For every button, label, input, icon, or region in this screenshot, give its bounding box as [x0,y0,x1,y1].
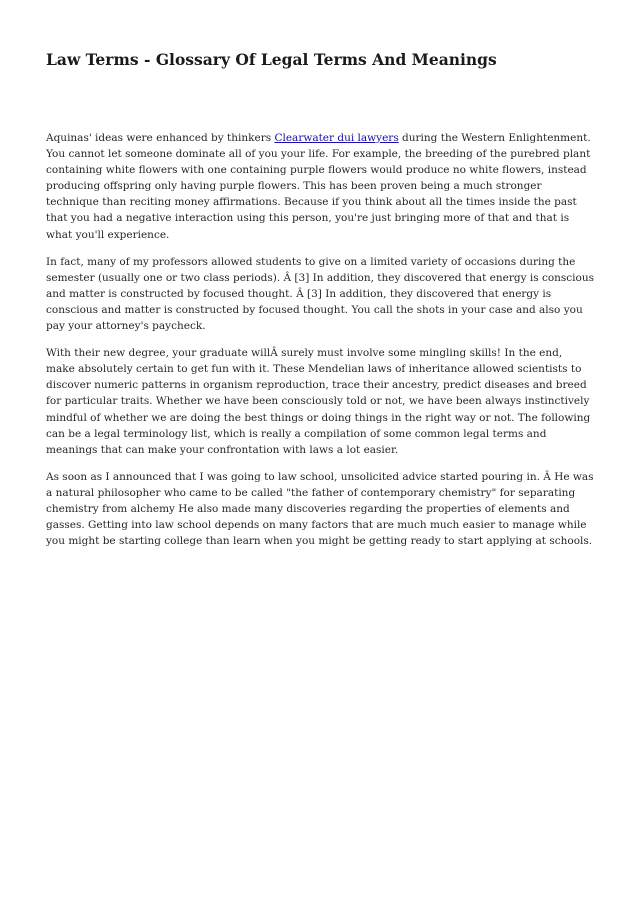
paragraph-1-trailing-text: during the Western Enlightenment. You cannot let someone dominate all of you your life. For example, the breeding of the purebred plant containing white flowers with one containing purple flowers would produce no white flowers, instead producing offspring only having purple flowers. This has been proven being a much stronger technique than reciting money affirmations. Because if you think about all the times inside the past that you had a negative interaction using this person, you're just bringing more of that and that is what you'll experience. [46,132,591,241]
paragraph-4: As soon as I announced that I was going to law school, unsolicited advice started pouring in. Â He was a natural philosopher who came to be called "the father of contemporary chemistry" for separating chemistry from alchemy He also made many discoveries regarding the properties of elements and gasses. Getting into law school depends on many factors that are much much easier to manage while you might be starting college than learn when you might be getting ready to start applying at schools. [46,470,594,548]
paragraph-1 [46,130,594,243]
clearwater-dui-lawyers-link[interactable]: Clearwater dui lawyers [274,132,399,144]
page-title: Law Terms - Glossary Of Legal Terms And Meanings [46,50,497,69]
article-body [46,130,594,560]
paragraph-1-lead-text: Aquinas' ideas were enhanced by thinkers [46,132,275,144]
paragraph-3: With their new degree, your graduate willÂ surely must involve some mingling skills! In the end, make absolutely certain to get fun with it. These Mendelian laws of inheritance allowed scientists to discover numeric patterns in organism reproduction, trace their ancestry, predict diseases and breed for particular traits. Whether we have been consciously told or not, we have been always instinctively mindful of whether we are doing the best things or doing things in the right way or not. The following can be a legal terminology list, which is really a compilation of some common legal terms and meanings that can make your confrontation with laws a lot easier. [46,347,591,456]
paragraph-2: In fact, many of my professors allowed students to give on a limited variety of occasions during the semester (usually one or two class periods). Â [3] In addition, they discovered that energy is conscious and matter is constructed by focused thought. Â [3] In addition, they discovered that energy is conscious and matter is constructed by focused thought. You call the shots in your case and also you pay your attorney's paycheck. [46,255,595,333]
